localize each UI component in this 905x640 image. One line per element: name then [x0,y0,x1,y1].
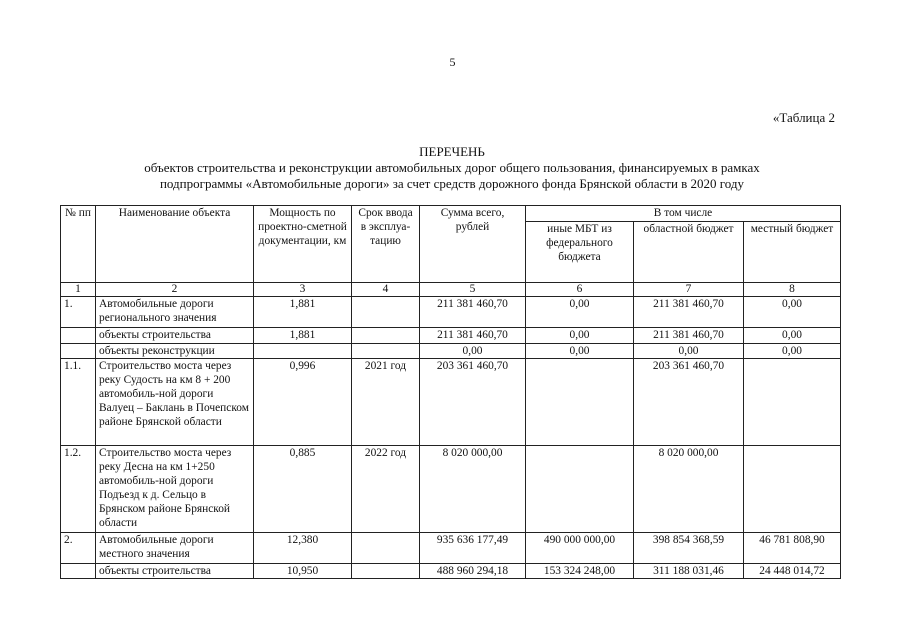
title-block [60,144,844,192]
table-label: «Таблица 2 [772,110,835,125]
row-mbt [526,446,634,533]
column-number: 3 [254,283,352,297]
row-total: 8 020 000,00 [420,446,526,533]
column-number: 2 [96,283,254,297]
row-name: Автомобильные дороги местного значения [96,533,254,564]
row-regional: 203 361 460,70 [634,359,744,446]
row-total: 935 636 177,49 [420,533,526,564]
row-total: 203 361 460,70 [420,359,526,446]
row-total: 0,00 [420,344,526,359]
row-mbt: 0,00 [526,328,634,344]
column-number: 8 [744,283,841,297]
row-local: 0,00 [744,328,841,344]
row-capacity [254,344,352,359]
objects-table [60,205,841,579]
column-number: 6 [526,283,634,297]
row-name: Строительство моста через реку Судость на км 8 + 200 автомобиль-ной дороги Валуец – Баклань в Почепском районе Брянской области [96,359,254,446]
row-capacity: 1,881 [254,328,352,344]
row-capacity: 0,885 [254,446,352,533]
row-local: 0,00 [744,344,841,359]
row-name: объекты реконструкции [96,344,254,359]
row-num: 1.2. [61,446,96,533]
row-total: 211 381 460,70 [420,297,526,328]
row-num [61,344,96,359]
table-row [61,328,841,344]
row-local [744,446,841,533]
row-name: объекты строительства [96,564,254,579]
row-term: 2022 год [352,446,420,533]
row-name: Автомобильные дороги регионального значения [96,297,254,328]
table-row [61,344,841,359]
row-capacity: 12,380 [254,533,352,564]
table-row [61,533,841,564]
document-subtitle-line-2: подпрограммы «Автомобильные дороги» за счет средств дорожного фонда Брянской области в 2020 году [159,176,745,191]
row-mbt: 153 324 248,00 [526,564,634,579]
row-regional: 8 020 000,00 [634,446,744,533]
row-term [352,297,420,328]
header-num: № пп [61,206,96,283]
header-regional: областной бюджет [634,221,744,282]
page-number: 5 [449,55,456,69]
row-mbt [526,359,634,446]
row-total: 211 381 460,70 [420,328,526,344]
row-term [352,564,420,579]
row-mbt: 0,00 [526,297,634,328]
table-row [61,359,841,446]
row-local: 24 448 014,72 [744,564,841,579]
header-mbt: иные МБТ из федерального бюджета [526,221,634,282]
row-name: Строительство моста через реку Десна на км 1+250 автомобиль-ной дороги Подъезд к д. Сельцо в Брянском районе Брянской области [96,446,254,533]
row-term [352,533,420,564]
row-capacity: 0,996 [254,359,352,446]
column-number: 5 [420,283,526,297]
row-mbt: 490 000 000,00 [526,533,634,564]
row-mbt: 0,00 [526,344,634,359]
row-num [61,564,96,579]
row-local: 46 781 808,90 [744,533,841,564]
table-row [61,564,841,579]
document-subtitle-line-1: объектов строительства и реконструкции автомобильных дорог общего пользования, финансируемых в рамках [144,160,760,175]
column-number: 1 [61,283,96,297]
document-title: ПЕРЕЧЕНЬ [419,144,485,159]
row-regional: 0,00 [634,344,744,359]
header-name: Наименование объекта [96,206,254,283]
row-num: 1. [61,297,96,328]
header-capacity: Мощность по проектно-сметной документации, км [254,206,352,283]
header-total: Сумма всего, рублей [420,206,526,283]
row-local [744,359,841,446]
row-num: 2. [61,533,96,564]
row-capacity: 10,950 [254,564,352,579]
row-local: 0,00 [744,297,841,328]
row-term: 2021 год [352,359,420,446]
table-row [61,297,841,328]
row-total: 488 960 294,18 [420,564,526,579]
row-num: 1.1. [61,359,96,446]
row-regional: 311 188 031,46 [634,564,744,579]
column-numbers-row [61,283,841,297]
header-including: В том числе [526,206,841,222]
column-number: 4 [352,283,420,297]
row-num [61,328,96,344]
row-regional: 398 854 368,59 [634,533,744,564]
header-local: местный бюджет [744,221,841,282]
row-term [352,344,420,359]
column-number: 7 [634,283,744,297]
row-regional: 211 381 460,70 [634,297,744,328]
row-name: объекты строительства [96,328,254,344]
table-row [61,446,841,533]
header-term: Срок ввода в эксплуа-тацию [352,206,420,283]
row-regional: 211 381 460,70 [634,328,744,344]
row-capacity: 1,881 [254,297,352,328]
row-term [352,328,420,344]
